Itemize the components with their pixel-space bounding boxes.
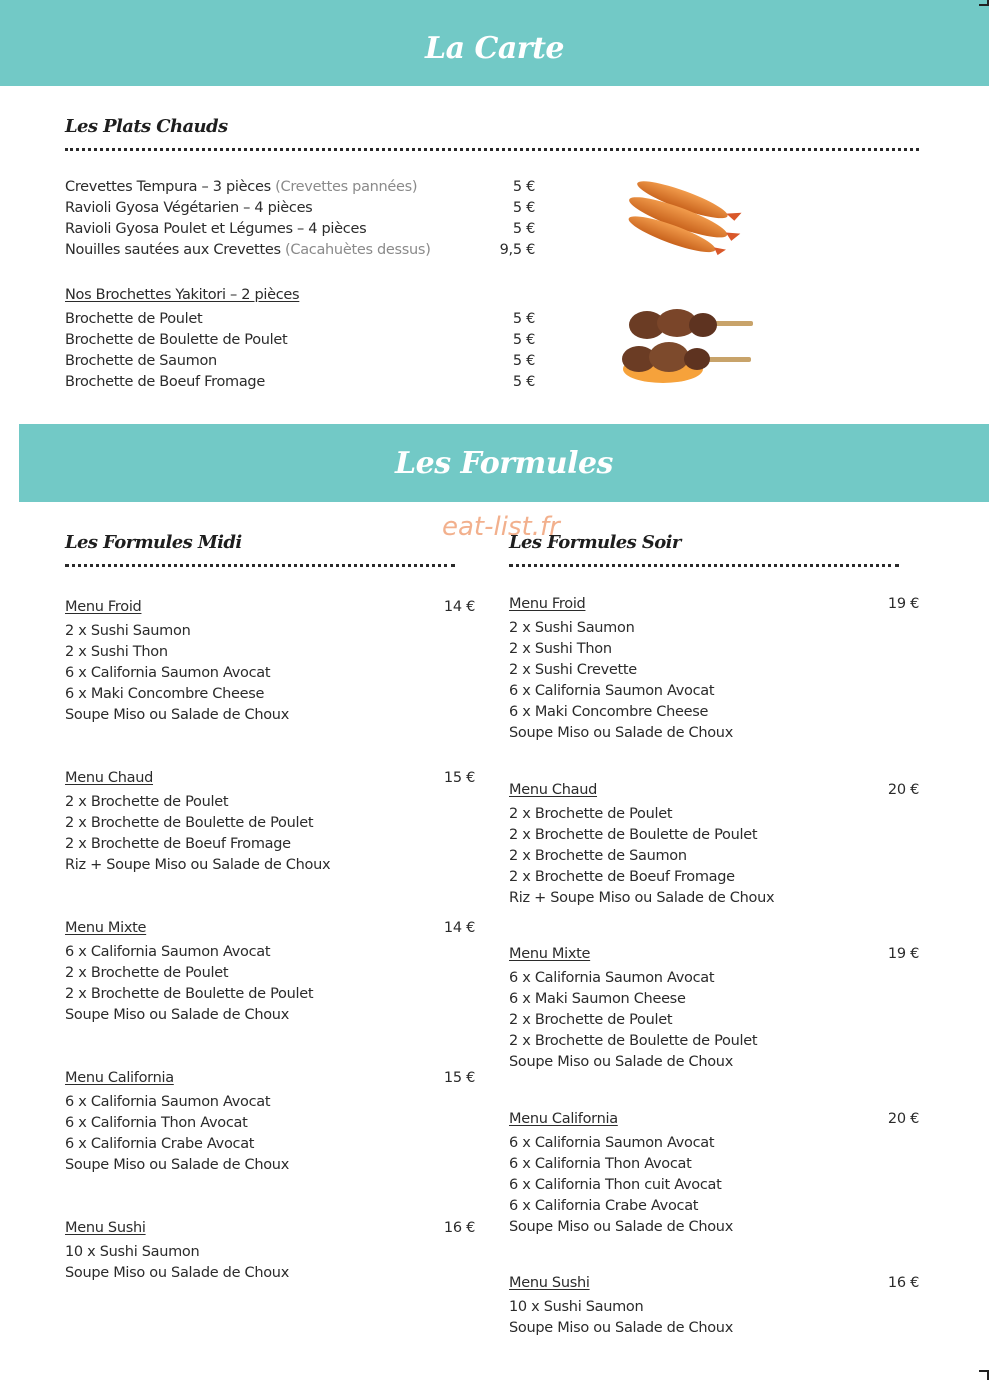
menu-line: Soupe Miso ou Salade de Choux [509,1219,733,1235]
plats-chauds-title: Les Plats Chauds [65,116,228,137]
menu-title: Menu California [509,1111,618,1127]
menu-line: Soupe Miso ou Salade de Choux [65,1007,289,1023]
menu-line: 2 x Brochette de Boulette de Poulet [65,815,314,831]
menu-price: 19 € [887,596,919,612]
page-corner-mark [979,0,989,6]
menu-price: 15 € [443,770,475,786]
menu-line: Soupe Miso ou Salade de Choux [509,725,733,741]
menu-title: Menu Froid [65,599,142,615]
menu-line: 2 x Sushi Saumon [65,623,191,639]
brochette-price: 5 € [512,332,535,348]
menu-line: 6 x California Crabe Avocat [65,1136,255,1152]
menu-line: 2 x Brochette de Boulette de Poulet [65,986,314,1002]
plats-chauds-list [65,177,545,267]
menu-title: Menu California [65,1070,174,1086]
dotted-divider [65,564,455,567]
formules-soir-title: Les Formules Soir [509,532,681,553]
plat-price: 5 € [512,221,535,237]
menu-title: Menu Chaud [65,770,154,786]
watermark: eat-list.fr [442,512,560,542]
dotted-divider [65,148,919,151]
menu-price: 14 € [443,599,475,615]
menu-line: 2 x Sushi Thon [509,641,612,657]
tempura-shrimp-image [618,172,743,264]
menu-title: Menu Sushi [65,1220,146,1236]
menu-price: 16 € [887,1275,919,1291]
brochette-item: Brochette de Poulet [65,311,203,327]
menu-line: 6 x California Saumon Avocat [509,683,715,699]
brochettes-list [65,285,545,395]
menu-line: Soupe Miso ou Salade de Choux [65,1157,289,1173]
brochette-price: 5 € [512,353,535,369]
menu-line: 6 x California Crabe Avocat [509,1198,699,1214]
menu-line: 2 x Brochette de Poulet [65,965,229,981]
plat-item: Ravioli Gyosa Poulet et Légumes – 4 pièces [65,221,367,237]
menu-price: 19 € [887,946,919,962]
menu-line: 2 x Brochette de Boulette de Poulet [509,827,758,843]
menu-line: 2 x Brochette de Boulette de Poulet [509,1033,758,1049]
menu-price: 20 € [887,782,919,798]
menu-line: 6 x California Thon cuit Avocat [509,1177,722,1193]
page-corner-mark [979,1370,989,1380]
menu-line: 6 x California Thon Avocat [65,1115,248,1131]
menu-line: 6 x Maki Concombre Cheese [65,686,265,702]
menu-line: 2 x Brochette de Poulet [65,794,229,810]
brochettes-title: Nos Brochettes Yakitori – 2 pièces [65,287,300,303]
menu-line: Soupe Miso ou Salade de Choux [509,1320,733,1336]
menu-line: 2 x Sushi Crevette [509,662,637,678]
la-carte-banner [0,0,989,86]
menu-line: 2 x Brochette de Boeuf Fromage [509,869,735,885]
brochette-item: Brochette de Boulette de Poulet [65,332,288,348]
menu-title: Menu Mixte [509,946,591,962]
menu-line: 6 x California Saumon Avocat [509,970,715,986]
brochette-price: 5 € [512,311,535,327]
menu-price: 14 € [443,920,475,936]
brochette-price: 5 € [512,374,535,390]
menu-line: 2 x Brochette de Saumon [509,848,687,864]
menu-line: Soupe Miso ou Salade de Choux [65,707,289,723]
menu-line: 6 x Maki Saumon Cheese [509,991,686,1007]
menu-line: 6 x California Saumon Avocat [65,1094,271,1110]
menu-line: 6 x California Saumon Avocat [509,1135,715,1151]
menu-title: Menu Sushi [509,1275,590,1291]
menu-line: 10 x Sushi Saumon [65,1244,200,1260]
plat-item: Crevettes Tempura – 3 pièces (Crevettes pannées) [65,179,418,195]
menu-line: 6 x Maki Concombre Cheese [509,704,709,720]
plat-price: 5 € [512,179,535,195]
menu-price: 16 € [443,1220,475,1236]
menu-line: 6 x California Saumon Avocat [65,665,271,681]
menu-title: Menu Froid [509,596,586,612]
menu-line: 10 x Sushi Saumon [509,1299,644,1315]
menu-title: Menu Mixte [65,920,147,936]
plat-item: Nouilles sautées aux Crevettes (Cacahuètes dessus) [65,242,431,258]
les-formules-banner [19,424,989,502]
yakitori-skewers-image [613,303,755,391]
la-carte-title: La Carte [424,31,565,66]
plat-item: Ravioli Gyosa Végétarien – 4 pièces [65,200,313,216]
brochette-item: Brochette de Boeuf Fromage [65,374,265,390]
menu-line: 6 x California Thon Avocat [509,1156,692,1172]
les-formules-title: Les Formules [395,446,613,481]
menu-line: 2 x Brochette de Poulet [509,806,673,822]
brochette-item: Brochette de Saumon [65,353,217,369]
menu-price: 20 € [887,1111,919,1127]
menu-line: 2 x Brochette de Boeuf Fromage [65,836,291,852]
dotted-divider [509,564,899,567]
plat-price: 5 € [512,200,535,216]
menu-line: Riz + Soupe Miso ou Salade de Choux [509,890,775,906]
menu-line: 2 x Brochette de Poulet [509,1012,673,1028]
formules-midi-title: Les Formules Midi [65,532,242,553]
menu-line: Soupe Miso ou Salade de Choux [65,1265,289,1281]
menu-price: 15 € [443,1070,475,1086]
menu-line: Riz + Soupe Miso ou Salade de Choux [65,857,331,873]
menu-title: Menu Chaud [509,782,598,798]
menu-line: 6 x California Saumon Avocat [65,944,271,960]
plat-price: 9,5 € [499,242,535,258]
menu-line: 2 x Sushi Thon [65,644,168,660]
menu-line: 2 x Sushi Saumon [509,620,635,636]
menu-line: Soupe Miso ou Salade de Choux [509,1054,733,1070]
